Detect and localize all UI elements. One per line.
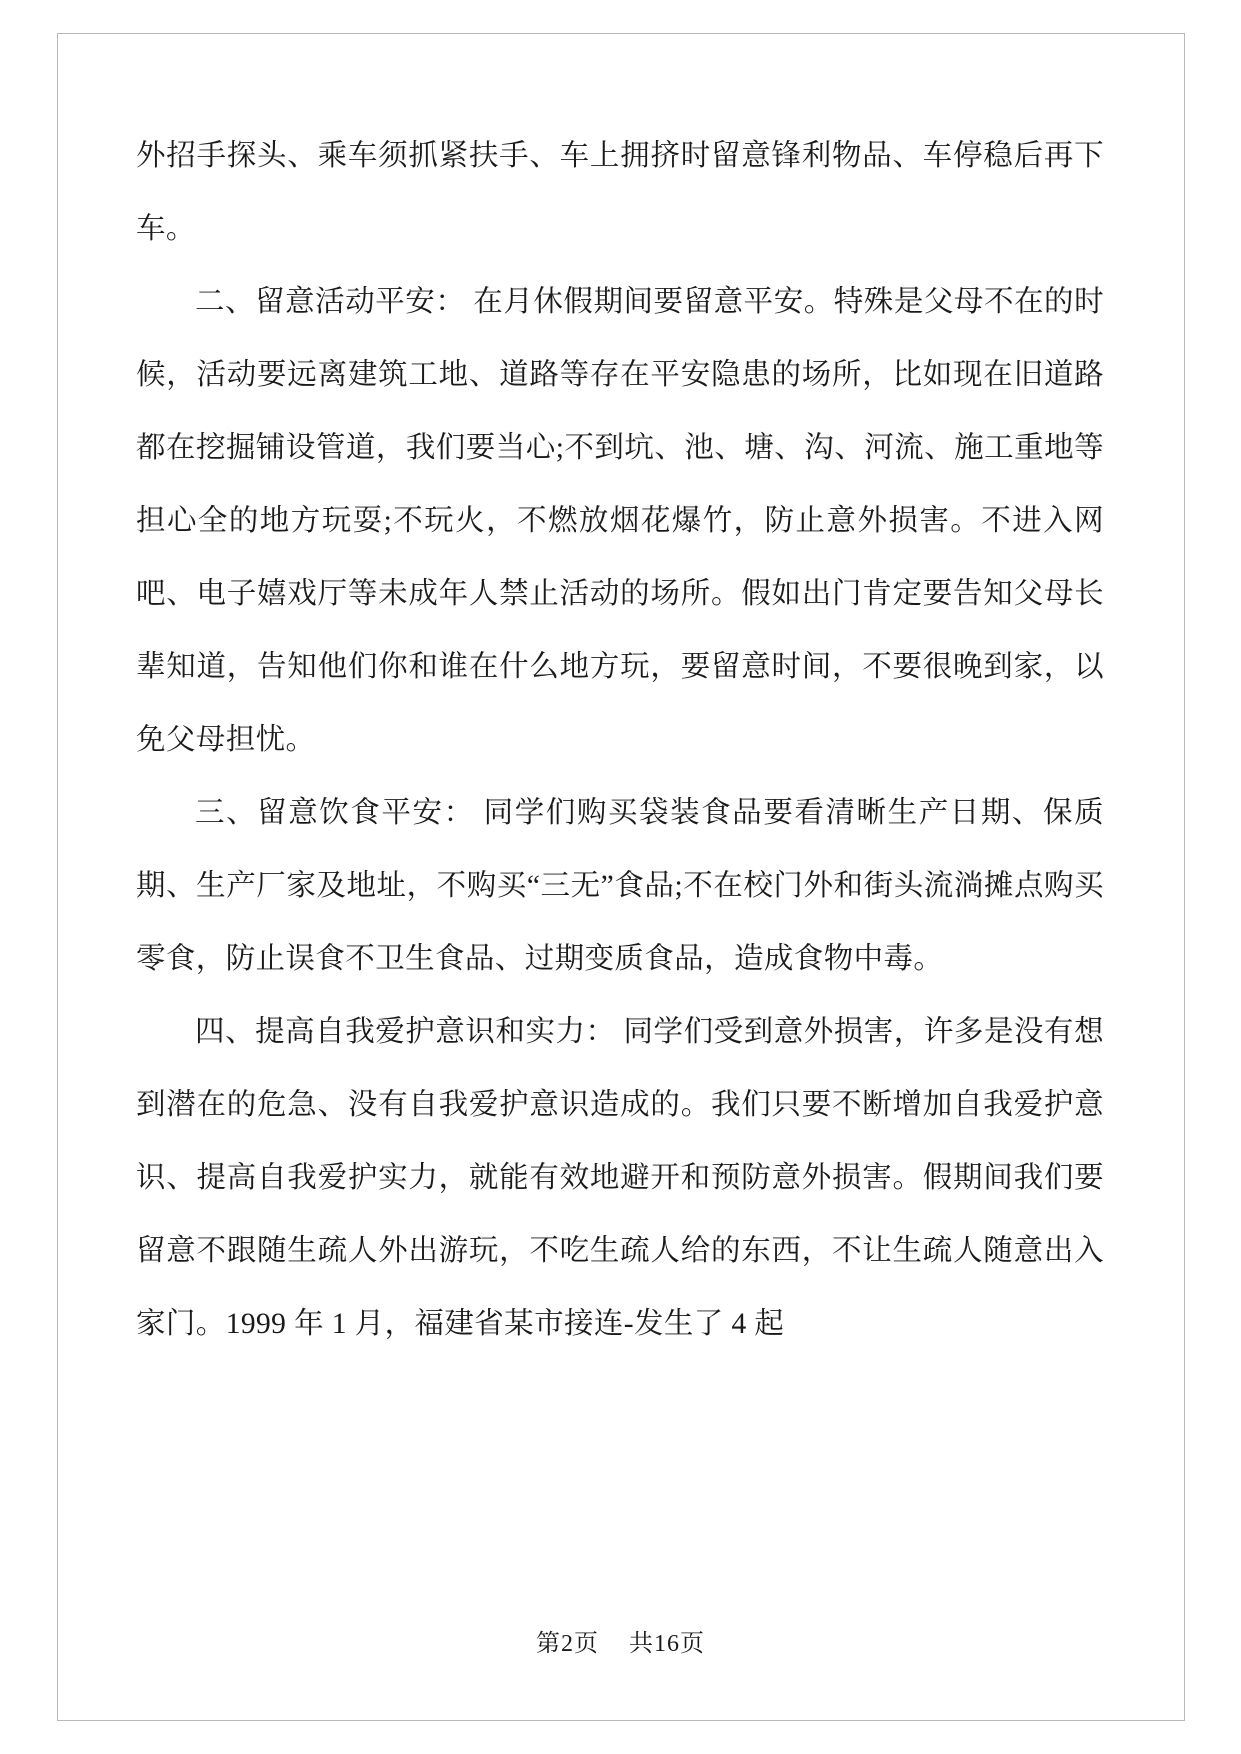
paragraph-section-two: 二、留意活动平安： 在月休假期间要留意平安。特殊是父母不在的时候，活动要远离建筑工地、道路等存在平安隐患的场所，比如现在旧道路都在挖掘铺设管道，我们要当心;不到坑、池、塘、沟、河流、施工重地等担心全的地方玩耍;不玩火，不燃放烟花爆竹，防止意外损害。不进入网吧、电子嬉戏厅等未成年人禁止活动的场所。假如出门肯定要告知父母长辈知道，告知他们你和谁在什么地方玩，要留意时间，不要很晚到家，以免父母担忧。	[136, 286, 1104, 756]
document-body	[136, 120, 1104, 1361]
page-footer	[0, 1623, 1241, 1658]
paragraph-section-three: 三、留意饮食平安： 同学们购买袋装食品要看清晰生产日期、保质期、生产厂家及地址，不购买“三无”食品;不在校门外和街头流淌摊点购买零食，防止误食不卫生食品、过期变质食品，造成食物中毒。	[136, 797, 1104, 975]
paragraph-continued: 外招手探头、乘车须抓紧扶手、车上拥挤时留意锋利物品、车停稳后再下车。	[136, 140, 1104, 245]
footer-page-number: 第2页	[536, 1631, 599, 1657]
paragraph-section-four: 四、提高自我爱护意识和实力： 同学们受到意外损害，许多是没有想到潜在的危急、没有自我爱护意识造成的。我们只要不断增加自我爱护意识、提高自我爱护实力，就能有效地避开和预防意外损害。假期间我们要留意不跟随生疏人外出游玩，不吃生疏人给的东西，不让生疏人随意出入家门。1999 年 1 月，福建省某市接连-发生了 4 起	[136, 1016, 1104, 1340]
footer-page-total: 共16页	[629, 1631, 705, 1657]
